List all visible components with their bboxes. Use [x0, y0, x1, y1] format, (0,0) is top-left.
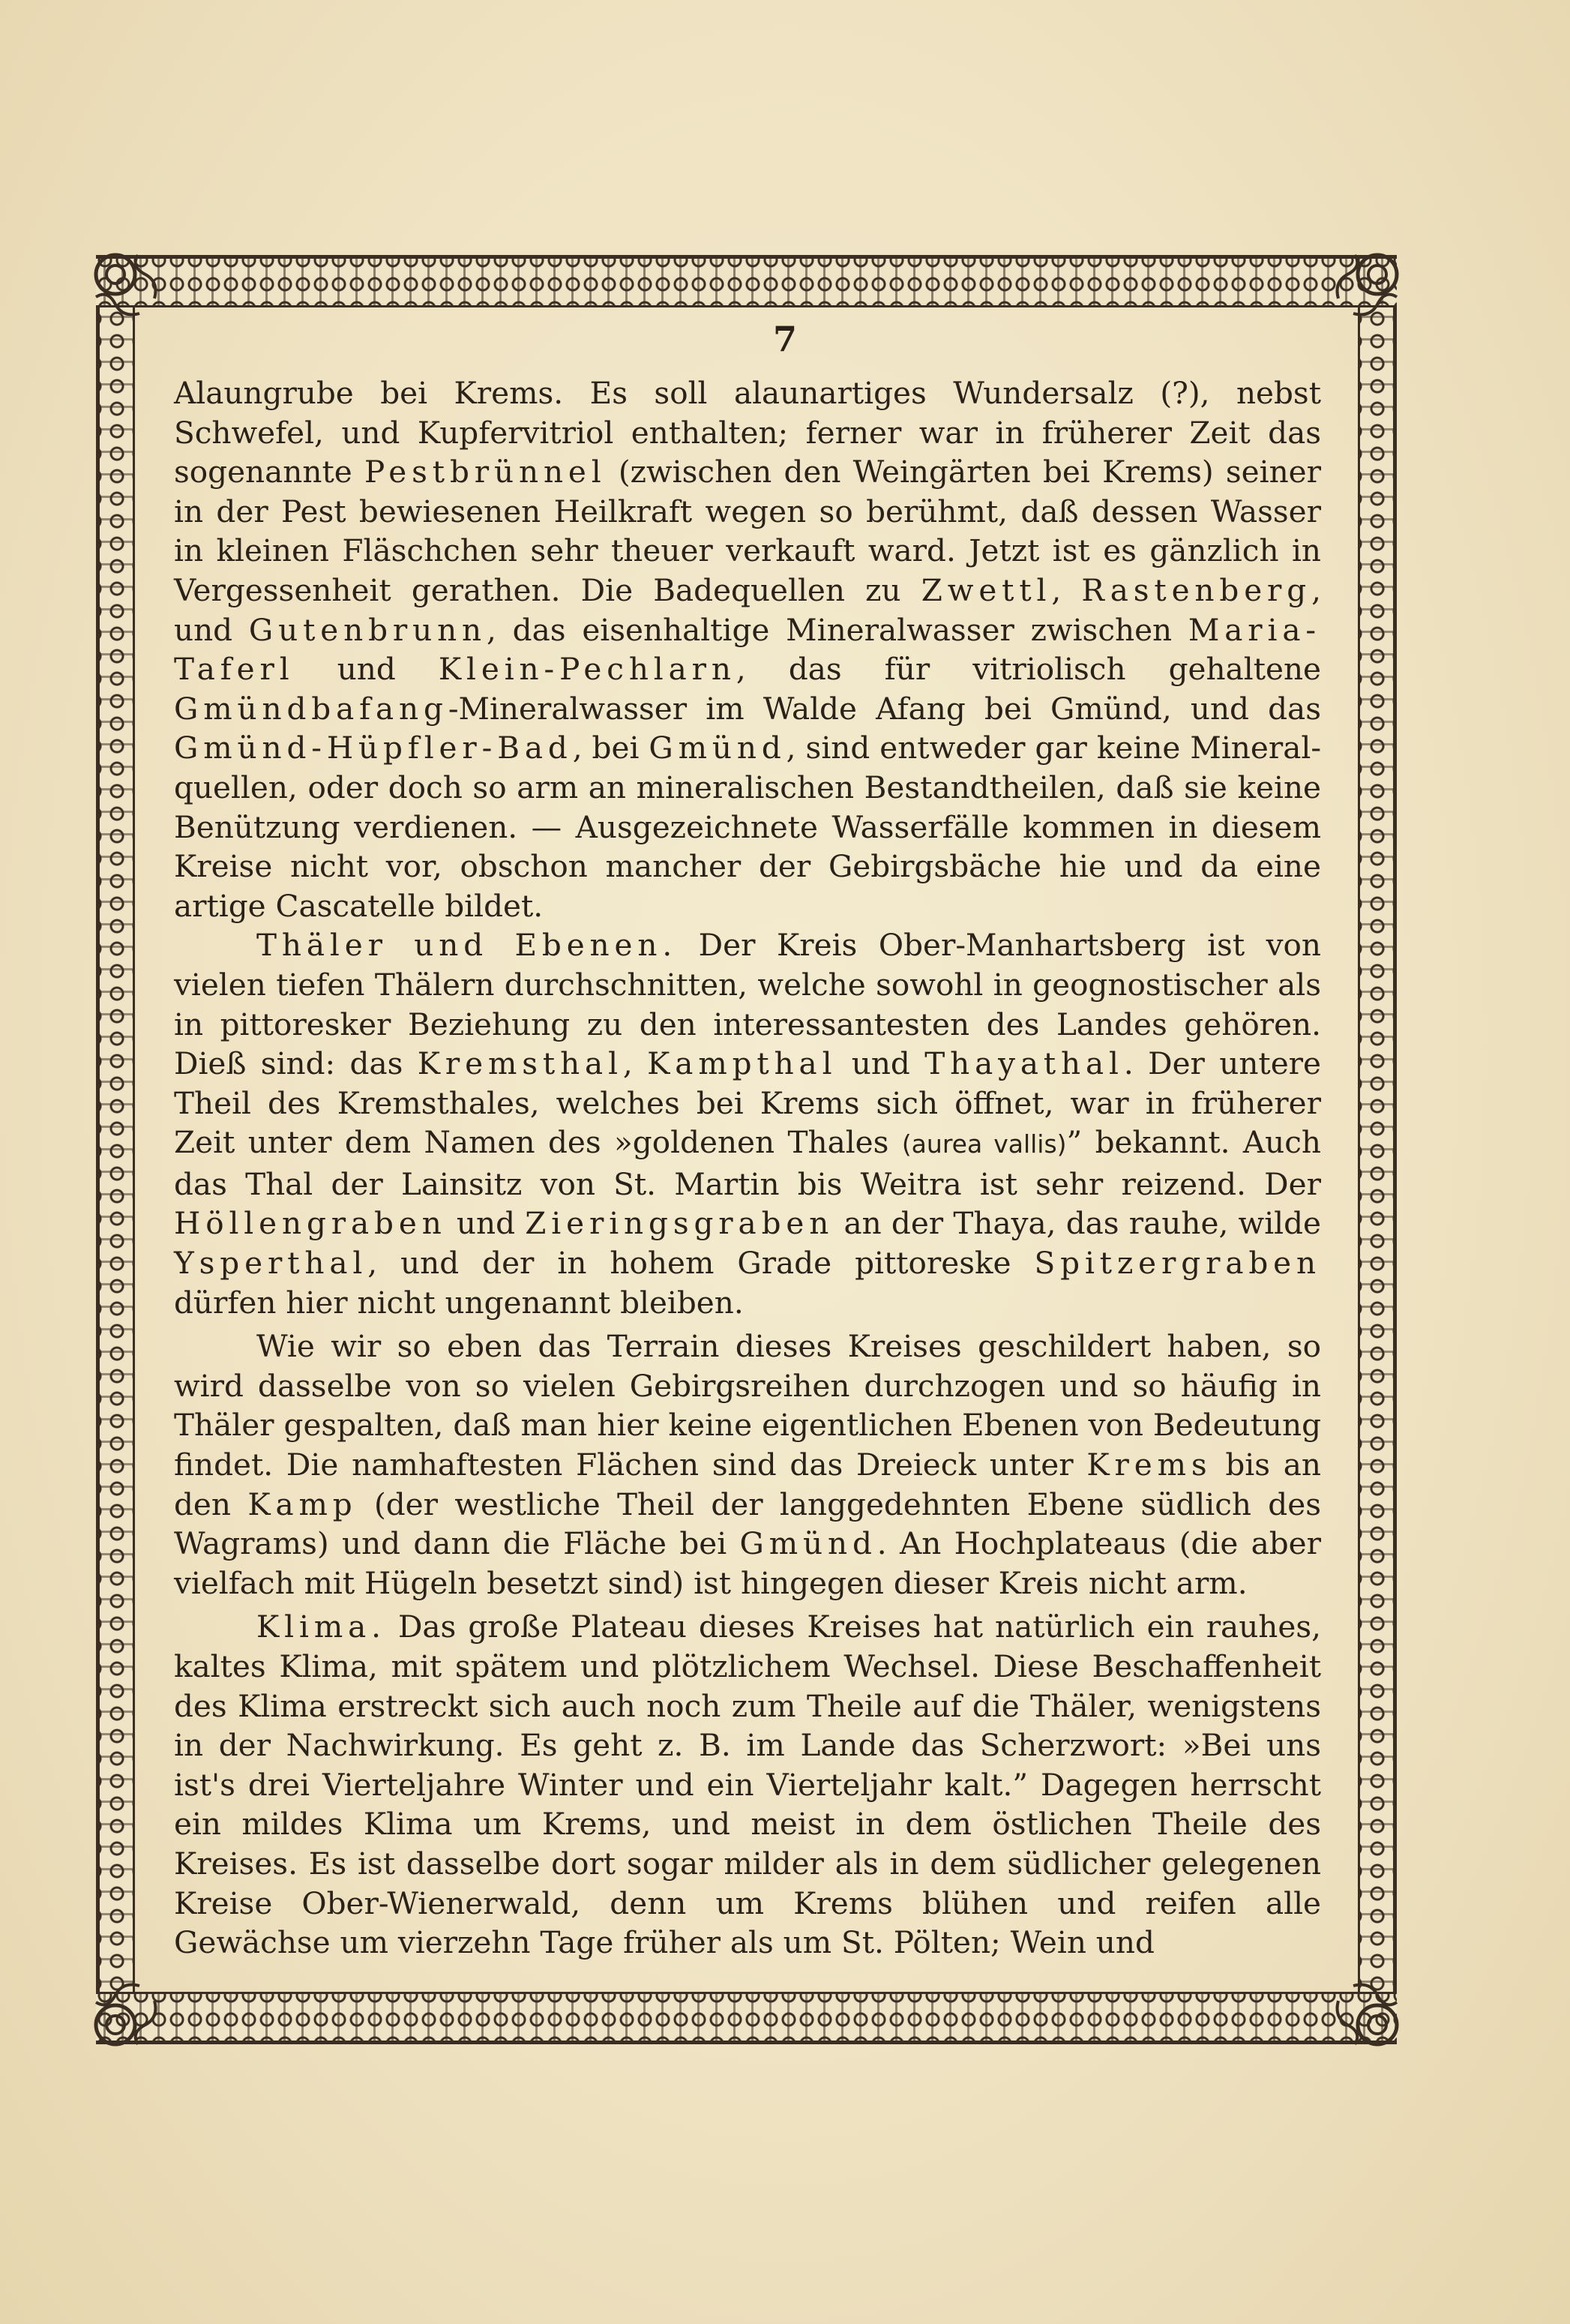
place-name: Höllengraben [174, 1205, 447, 1242]
border-bottom [96, 1992, 1397, 2044]
paragraph-plains: Wie wir so eben das Terrain dieses Kreises geschildert haben, so wird dasselbe von so vielen Gebirgsreihen durchzogen und so häufig in Thäler gespalten, daß man hier keine eigentlichen Ebenen von Bedeutung findet. Die namhaftesten Flächen sind das Dreieck unter Krems bis an den Kamp (der westliche Theil der langgedehnten Ebene südlich des Wagrams) und dann die Fläche bei Gmünd. An Hochplateaus (die aber vielfach mit Hügeln besetzt sind) ist hingegen dieser Kreis nicht arm. [174, 1328, 1322, 1601]
place-name: Spitzergraben [1034, 1245, 1321, 1282]
place-name: Zwettl [921, 571, 1052, 608]
place-name: Gmünd [649, 730, 786, 766]
paragraph-valleys: Thäler und Ebenen. Der Kreis Ober-Manhartsberg ist von vielen tiefen Thälern durchschnitten, welche sowohl in geognostischer als in pittoresker Beziehung zu den interessantesten des Landes gehören. Dieß sind: das Kremsthal, Kampthal und Thayathal. Der untere Theil des Kremsthales, welches bei Krems sich öffnet, war in früherer Zeit unter dem Namen des »goldenen Thales (aurea vallis)” bekannt. Auch das Thal der Lainsitz von St. Martin bis Weitra ist sehr reizend. Der Höllengraben und Zieringsgraben an der Thaya, das rauhe, wilde Ysperthal, und der in hohem Grade pittoreske Spitzergraben dürfen hier nicht ungenannt bleiben. [174, 927, 1321, 1321]
place-name: Gmünd [739, 1525, 877, 1562]
place-name: Kampthal [647, 1045, 837, 1082]
place-name: Ysperthal [174, 1245, 368, 1282]
place-name: Kamp [247, 1486, 358, 1522]
place-name: Pestbrünnel [364, 454, 607, 490]
place-name: Klein-Pechlarn [438, 651, 736, 688]
place-name: Krems [1086, 1447, 1212, 1483]
section-heading: Thäler und Ebenen. [256, 927, 678, 964]
section-heading: Klima. [256, 1609, 386, 1645]
border-top [96, 255, 1397, 307]
place-name: Zieringsgraben [525, 1205, 834, 1242]
corner-ornament-icon [1325, 244, 1407, 327]
corner-ornament-icon [85, 1972, 168, 2055]
place-name: Kremsthal [417, 1045, 623, 1082]
border-left [96, 307, 135, 1992]
place-name: Thayathal [924, 1045, 1124, 1082]
place-name: Maria-Taferl [174, 611, 1321, 688]
place-name: Gmünd-Hüpfler-Bad [174, 730, 573, 766]
paragraph-climate: Klima. Das große Plateau dieses Kreises hat natürlich ein rauhes, kaltes Klima, mit spätem und plötzlichem Wechsel. Diese Beschaffenheit des Klima erstreckt sich auch noch zum Theile auf die Thäler, wenigstens in der Nachwirkung. Es geht z. B. im Lande das Scherzwort: »Bei uns ist's drei Vierteljahre Winter und ein Vierteljahr kalt.” Dagegen herrscht ein mildes Klima um Krems, und meist in dem östlichen Theile des Kreises. Es ist dasselbe dort sogar milder als in dem südlicher gelegenen Kreise Ober-Wienerwald, denn um Krems blühen und reifen alle Gewächse um vierzehn Tage früher als um St. Pölten; Wein und [174, 1609, 1321, 1961]
border-right [1358, 307, 1397, 1992]
place-name: Gmündbafang [174, 690, 448, 727]
page-number: 7 [772, 319, 797, 359]
corner-ornament-icon [85, 244, 168, 327]
latin-term: (aurea vallis) [901, 1129, 1067, 1159]
place-name: Gutenbrunn [248, 611, 487, 648]
body-text [174, 373, 1321, 1963]
corner-ornament-icon [1325, 1972, 1407, 2055]
paragraph-mineral-springs: Alaungrube bei Krems. Es soll alaunartiges Wundersalz (?), nebst Schwefel, und Kupfervitriol enthalten; ferner war in früherer Zeit das sogenannte Pestbrünnel (zwischen den Weingärten bei Krems) seiner in der Pest bewiesenen Heilkraft wegen so berühmt, daß dessen Wasser in kleinen Fläschchen sehr theuer verkauft ward. Jetzt ist es gänzlich in Vergessenheit gerathen. Die Badequellen zu Zwettl, Rastenberg, und Gutenbrunn, das eisenhaltige Mineralwasser zwischen Maria-Taferl und Klein-Pechlarn, das für vitriolisch gehaltene Gmündbafang-Mineralwasser im Walde Afang bei Gmünd, und das Gmünd-Hüpfler-Bad, bei Gmünd, sind entweder gar keine Mineralquellen, oder doch so arm an mineralischen Bestandtheilen, daß sie keine Benützung verdienen. — Ausgezeichnete Wasserfälle kommen in diesem Kreise nicht vor, obschon mancher der Gebirgsbäche hie und da eine artige Cascatelle bildet. [174, 375, 1322, 924]
place-name: Rastenberg [1081, 571, 1312, 608]
